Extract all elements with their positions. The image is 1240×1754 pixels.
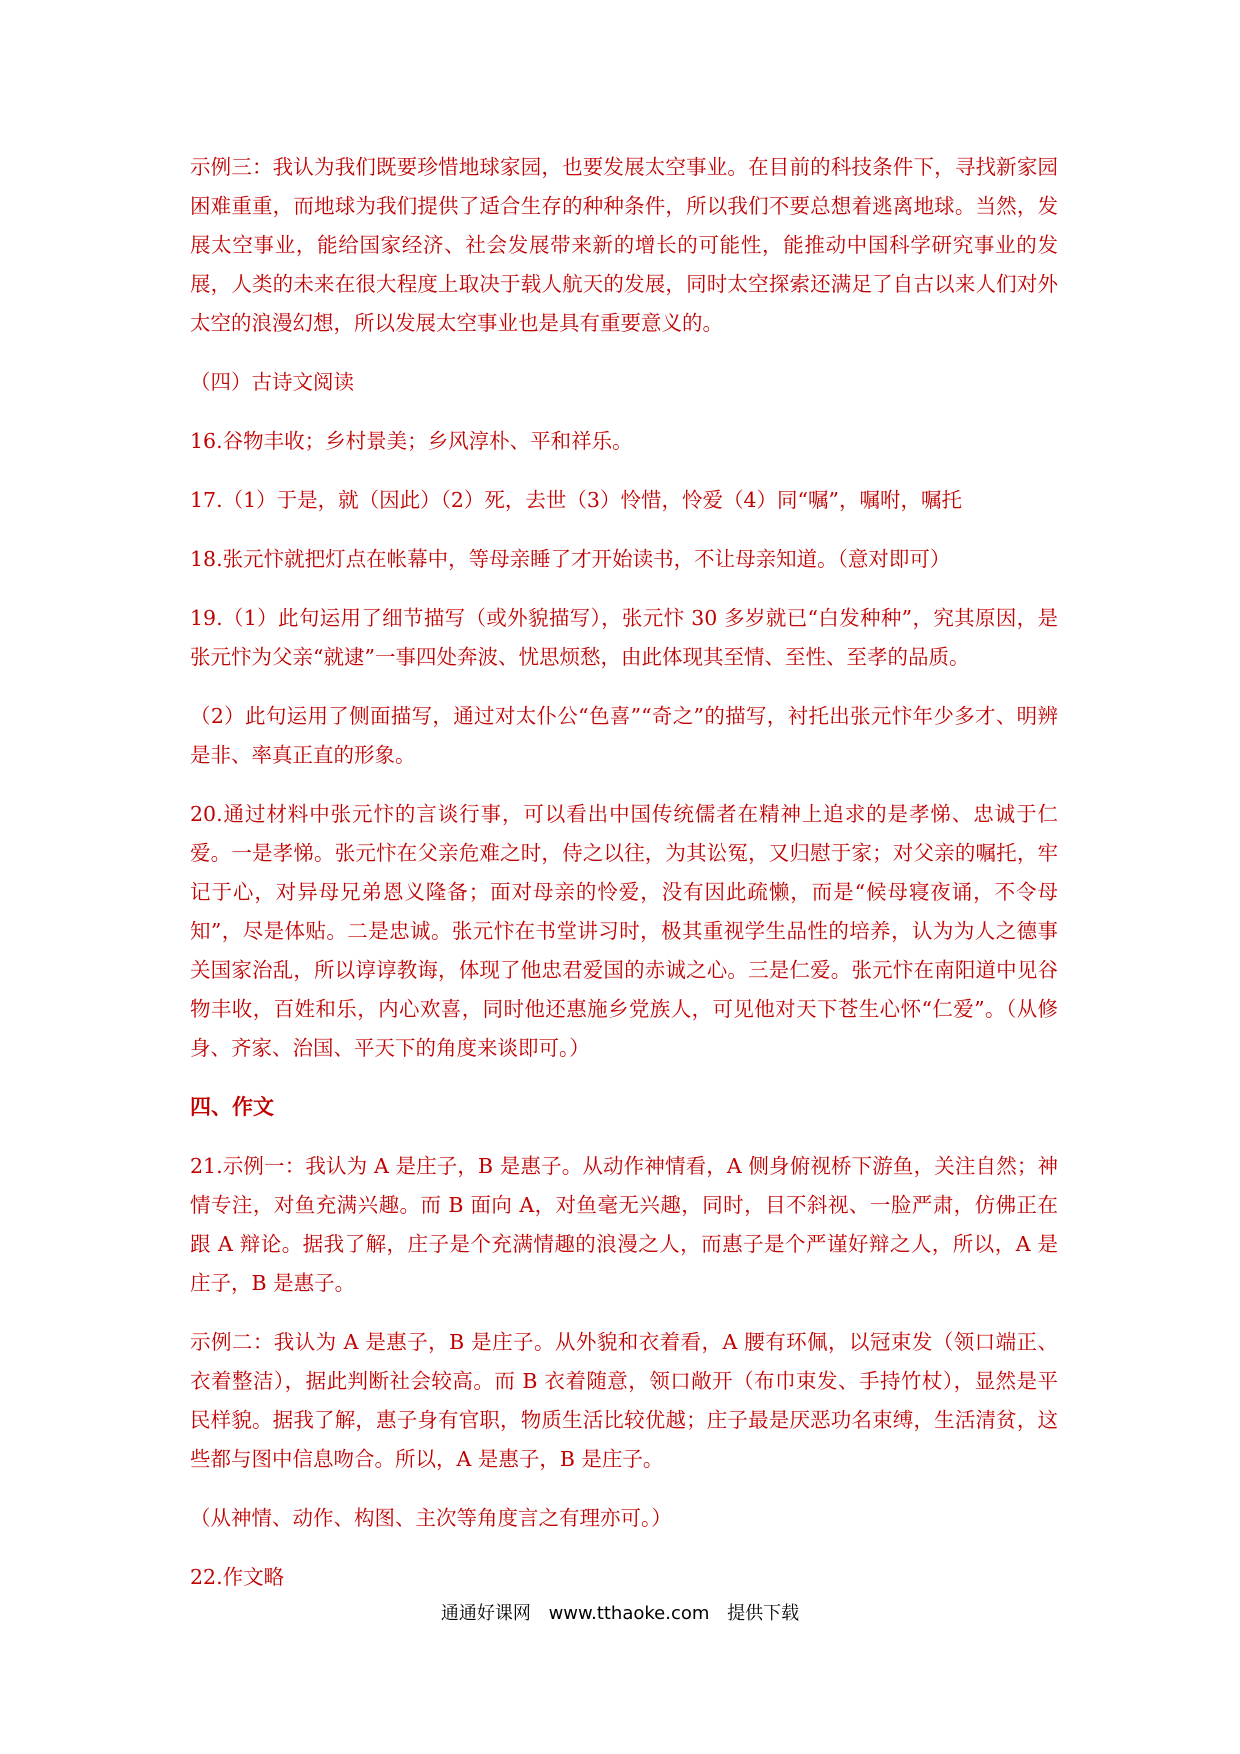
section-heading-essay: 四、作文 bbox=[190, 1095, 274, 1119]
answer-content bbox=[190, 148, 1058, 1617]
answer-18: 18.张元忭就把灯点在帐幕中，等母亲睡了才开始读书，不让母亲知道。（意对即可） bbox=[190, 547, 951, 571]
footer-url[interactable]: www.tthaoke.com bbox=[548, 1603, 710, 1624]
paragraph-example3: 示例三：我认为我们既要珍惜地球家园，也要发展太空事业。在目前的科技条件下，寻找新家园困难重重，而地球为我们提供了适合生存的种种条件，所以我们不要总想着逃离地球。当然，发展太空事业，能给国家经济、社会发展带来新的增长的可能性，能推动中国科学研究事业的发展，人类的未来在很大程度上取决于载人航天的发展，同时太空探索还满足了自古以来人们对外太空的浪漫幻想，所以发展太空事业也是具有重要意义的。 bbox=[190, 155, 1058, 335]
answer-19-part2: （2）此句运用了侧面描写，通过对太仆公“色喜”“奇之”的描写，衬托出张元忭年少多才、明辨是非、率真正直的形象。 bbox=[190, 704, 1058, 767]
answer-21-example1: 21.示例一：我认为 A 是庄子，B 是惠子。从动作神情看，A 侧身俯视桥下游鱼，关注自然；神情专注，对鱼充满兴趣。而 B 面向 A，对鱼毫无兴趣，同时，目不斜视、一脸严肃，仿佛正在跟 A 辩论。据我了解，庄子是个充满情趣的浪漫之人，而惠子是个严谨好辩之人，所以，A 是庄子，B 是惠子。 bbox=[190, 1154, 1058, 1295]
answer-21-example2: 示例二：我认为 A 是惠子，B 是庄子。从外貌和衣着看，A 腰有环佩，以冠束发（领口端正、衣着整洁），据此判断社会较高。而 B 衣着随意，领口敞开（布巾束发、手持竹杖），显然是平民样貌。据我了解，惠子身有官职，物质生活比较优越；庄子最是厌恶功名束缚，生活清贫，这些都与图中信息吻合。所以，A 是惠子，B 是庄子。 bbox=[190, 1330, 1058, 1471]
answer-19-part1: 19.（1）此句运用了细节描写（或外貌描写），张元忭 30 多岁就已“白发种种”，究其原因，是张元忭为父亲“就逮”一事四处奔波、忧思烦愁，由此体现其至情、至性、至孝的品质。 bbox=[190, 606, 1058, 669]
answer-21-note: （从神情、动作、构图、主次等角度言之有理亦可。） bbox=[190, 1506, 672, 1530]
answer-20: 20.通过材料中张元忭的言谈行事，可以看出中国传统儒者在精神上追求的是孝悌、忠诚于仁爱。一是孝悌。张元忭在父亲危难之时，侍之以往，为其讼冤，又归慰于家；对父亲的嘱托，牢记于心，对异母兄弟恩义隆备；面对母亲的怜爱，没有因此疏懒，而是“候母寝夜诵，不令母知”，尽是体贴。二是忠诚。张元忭在书堂讲习时，极其重视学生品性的培养，认为为人之德事关国家治乱，所以谆谆教诲，体现了他忠君爱国的赤诚之心。三是仁爱。张元忭在南阳道中见谷物丰收，百姓和乐，内心欢喜，同时他还惠施乡党族人，可见他对天下苍生心怀“仁爱”。（从修身、齐家、治国、平天下的角度来谈即可。） bbox=[190, 802, 1058, 1060]
page-footer bbox=[0, 1600, 1240, 1628]
footer-site-name: 通通好课网 bbox=[440, 1603, 531, 1624]
answer-22: 22.作文略 bbox=[190, 1565, 285, 1589]
answer-17: 17.（1）于是，就（因此）（2）死，去世（3）怜惜，怜爱（4）同“嘱”，嘱咐，嘱托 bbox=[190, 488, 962, 512]
section-heading-poetry: （四）古诗文阅读 bbox=[190, 370, 354, 394]
footer-note: 提供下载 bbox=[727, 1603, 800, 1624]
answer-16: 16.谷物丰收；乡村景美；乡风淳朴、平和祥乐。 bbox=[190, 429, 633, 453]
